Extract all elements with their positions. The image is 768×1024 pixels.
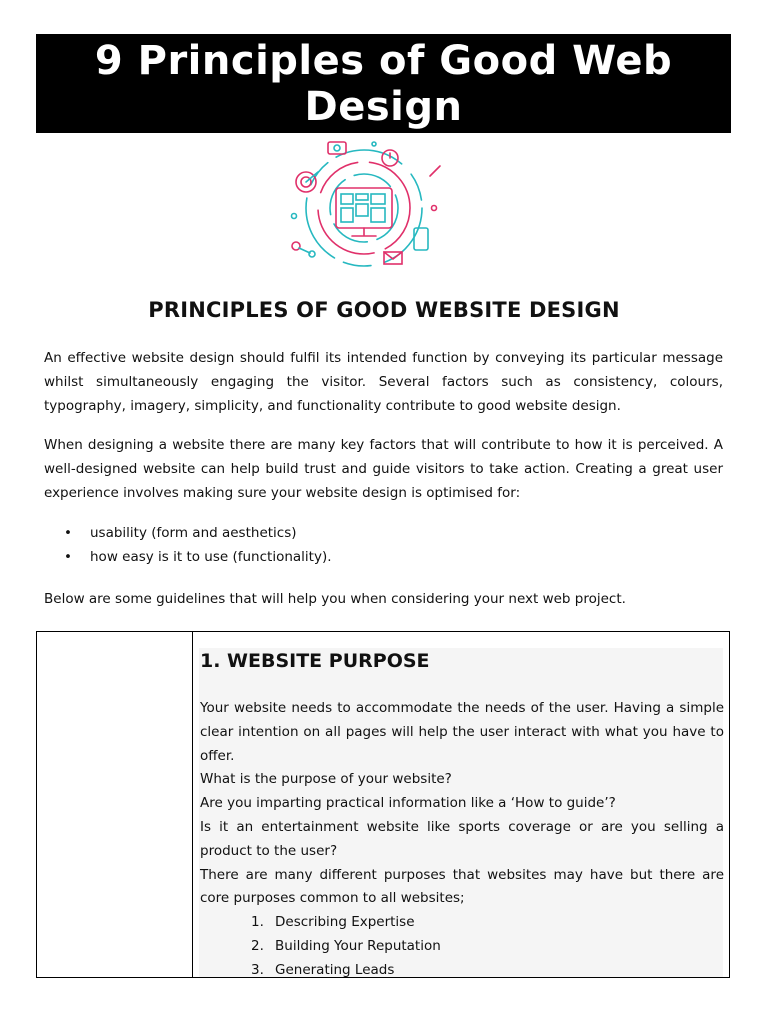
list-text: Generating Leads: [275, 961, 395, 978]
list-number: 1.: [251, 914, 264, 931]
web-design-illustration: [284, 136, 444, 274]
bullet-item: • how easy is it to use (functionality).: [44, 545, 723, 569]
title-banner: [36, 34, 731, 133]
bullet-list: [44, 521, 723, 569]
table-left-cell: [37, 632, 193, 977]
list-item: [200, 911, 724, 935]
list-item: [200, 935, 724, 959]
principle-line: What is the purpose of your website?: [200, 771, 452, 788]
principle-table: [36, 631, 730, 978]
bullet-item: • usability (form and aesthetics): [44, 521, 723, 545]
list-text: Describing Expertise: [275, 914, 415, 931]
list-item: [200, 959, 724, 978]
factors-paragraph: When designing a website there are many key factors that will contribute to how it is perceived. A well-designed website can help build trust and guide visitors to take action. Creating a great user experience involves making sure your website design is optimised for:: [44, 437, 723, 501]
principle-line: There are many different purposes that websites may have but there are core purposes common to all websites;: [200, 866, 724, 907]
list-number: 2.: [251, 937, 264, 954]
principle-body: [200, 697, 724, 978]
principle-line: Your website needs to accommodate the needs of the user. Having a simple clear intention on all pages will help the user interact with what you have to offer.: [200, 700, 724, 764]
principle-line: Are you imparting practical information like a ‘How to guide’?: [200, 795, 616, 812]
principle-title: 1. WEBSITE PURPOSE: [200, 650, 430, 672]
intro-paragraph: An effective website design should fulfil its intended function by conveying its particular message whilst simultaneously engaging the visitor. Several factors such as consistency, colours, typography, imagery, simplicity, and functionality contribute to good website design.: [44, 350, 723, 414]
list-number: 3.: [251, 961, 264, 978]
guidelines-intro: Below are some guidelines that will help you when considering your next web project.: [44, 591, 626, 607]
table-right-cell: [193, 632, 729, 977]
section-heading: PRINCIPLES OF GOOD WEBSITE DESIGN: [148, 298, 620, 322]
principle-line: Is it an entertainment website like sports coverage or are you selling a product to the user?: [200, 818, 724, 859]
purpose-list: [200, 911, 724, 978]
list-text: Building Your Reputation: [275, 937, 441, 954]
document-title: 9 Principles of Good Web Design: [94, 37, 673, 130]
